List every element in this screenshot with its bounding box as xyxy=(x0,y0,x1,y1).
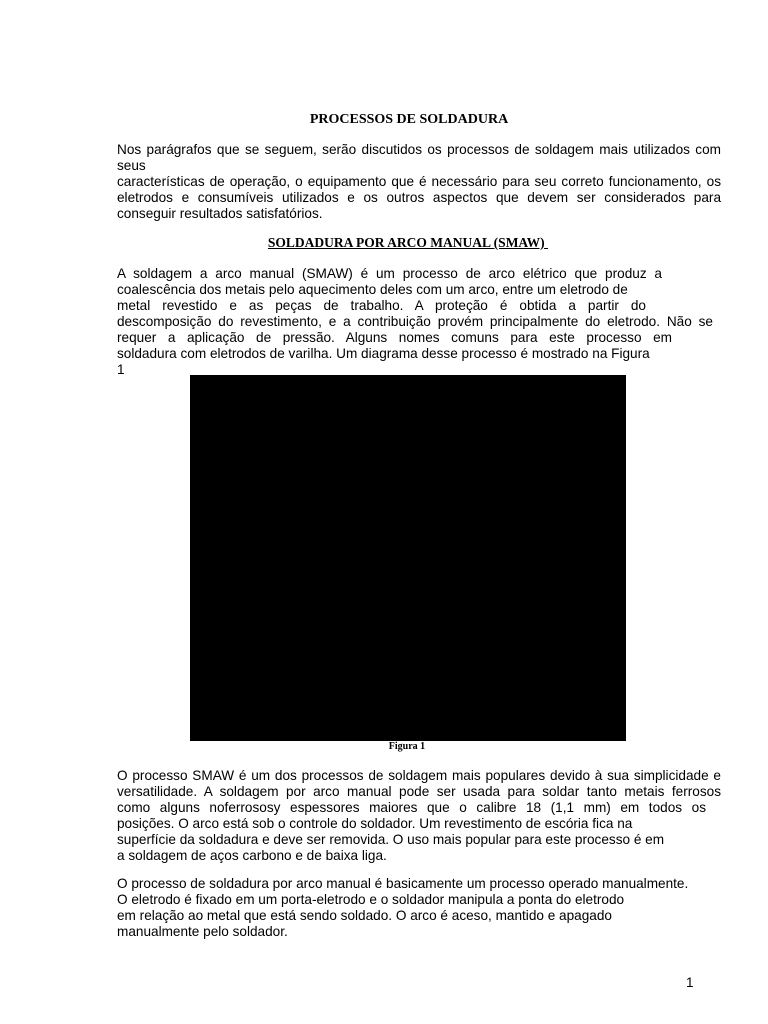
paragraph-line: O processo SMAW é um dos processos de soldagem mais populares devido à sua simplicidade e xyxy=(117,768,721,783)
paragraph-line: características de operação, o equipamento que é necessário para seu correto funcionamento, os xyxy=(117,174,721,189)
paragraph-line: metal revestido e as peças de trabalho. A proteção é obtida a partir do xyxy=(117,298,646,313)
paragraph-line: soldadura com eletrodos de varilha. Um diagrama desse processo é mostrado na Figura xyxy=(117,346,650,361)
paragraph-line: em relação ao metal que está sendo soldado. O arco é aceso, mantido e apagado xyxy=(117,908,612,923)
paragraph-line: 1 xyxy=(117,362,125,377)
manual-paragraph xyxy=(117,876,721,940)
intro-paragraph xyxy=(117,142,721,222)
page-number: 1 xyxy=(686,975,694,990)
section-title: SOLDADURA POR ARCO MANUAL (SMAW) xyxy=(267,235,549,250)
paragraph-line: manualmente pelo soldador. xyxy=(117,924,288,939)
paragraph-line: eletrodos e consumíveis utilizados e os outros aspectos que devem ser considerados para xyxy=(117,190,721,205)
paragraph-line: superfície da soldadura e deve ser removida. O uso mais popular para este processo é em xyxy=(117,832,665,847)
paragraph-line: Nos parágrafos que se seguem, serão discutidos os processos de soldagem mais utilizados com seus xyxy=(117,142,721,173)
paragraph-line: O eletrodo é fixado em um porta-eletrodo e o soldador manipula a ponta do eletrodo xyxy=(117,892,625,907)
paragraph-line: requer a aplicação de pressão. Alguns nomes comuns para este processo em xyxy=(117,330,672,345)
smaw-intro-paragraph xyxy=(117,266,721,378)
popularity-paragraph xyxy=(117,768,721,864)
paragraph-line: versatilidade. A soldagem por arco manual pode ser usada para soldar tanto metais ferrosos xyxy=(117,784,721,799)
page-title: PROCESSOS DE SOLDADURA xyxy=(309,112,509,127)
paragraph-line: a soldagem de aços carbono e de baixa liga. xyxy=(117,848,387,863)
paragraph-line: coalescência dos metais pelo aquecimento deles com um arco, entre um eletrodo de xyxy=(117,282,628,297)
paragraph-line: O processo de soldadura por arco manual é basicamente um processo operado manualmente. xyxy=(117,876,689,891)
paragraph-line: conseguir resultados satisfatórios. xyxy=(117,206,323,221)
paragraph-line: descomposição do revestimento, e a contribuição provém principalmente do eletrodo. Não se xyxy=(117,314,713,329)
paragraph-line: como alguns noferrososy espessores maiores que o calibre 18 (1,1 mm) em todos os xyxy=(117,800,706,815)
figure-1-image xyxy=(190,375,626,741)
paragraph-line: A soldagem a arco manual (SMAW) é um processo de arco elétrico que produz a xyxy=(117,266,662,281)
figure-caption: Figura 1 xyxy=(388,741,426,752)
paragraph-line: posições. O arco está sob o controle do soldador. Um revestimento de escória fica na xyxy=(117,816,633,831)
